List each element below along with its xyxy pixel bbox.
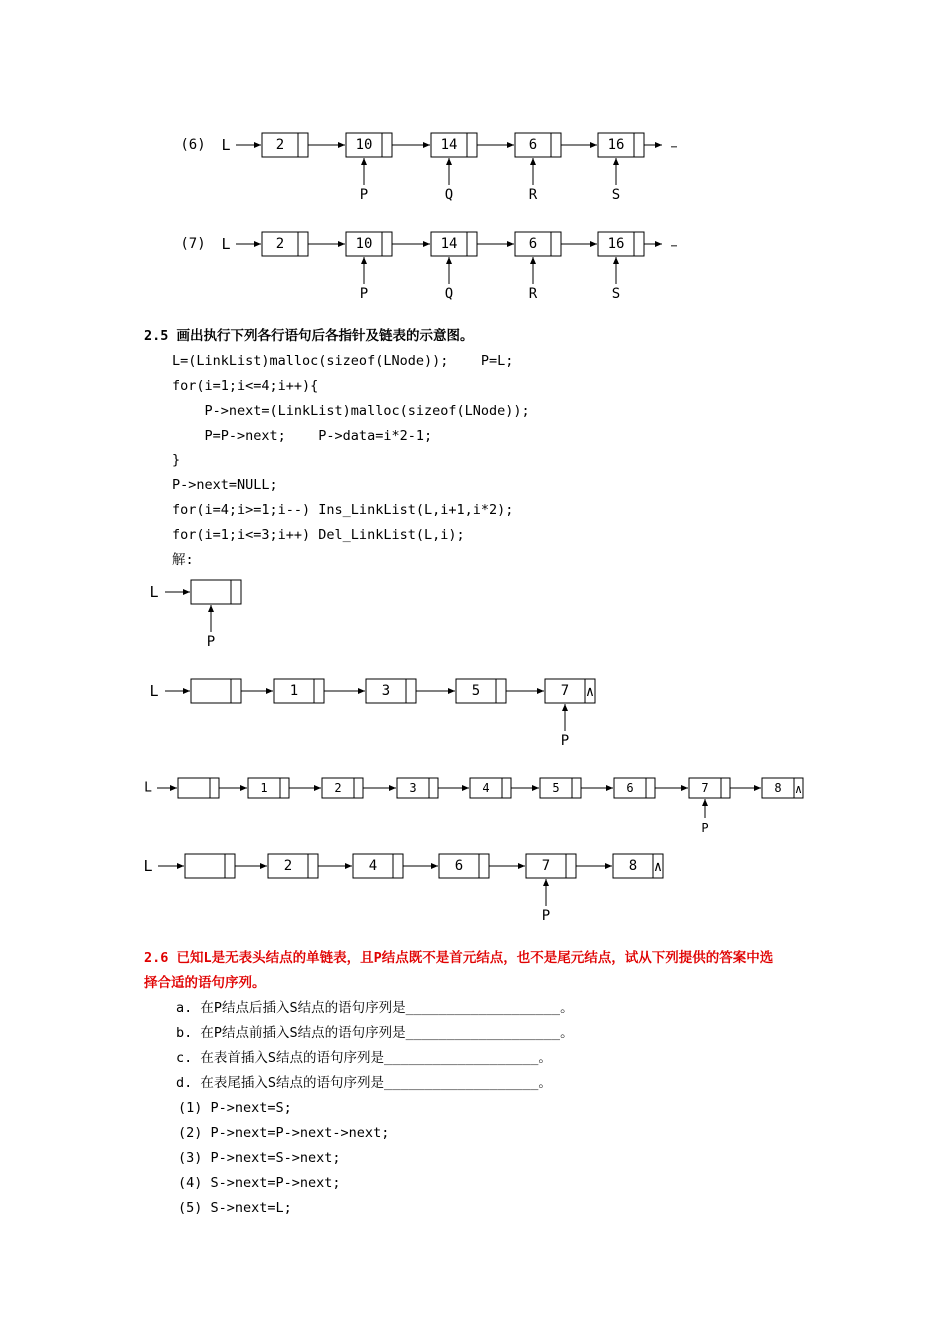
answer-5: (5) S->next=L; <box>178 1200 292 1216</box>
list-node <box>540 778 581 798</box>
node-value: 4 <box>368 858 378 874</box>
node-value: 6 <box>528 236 538 252</box>
node-value: 2 <box>283 858 293 874</box>
answer-2: (2) P->next=P->next->next; <box>178 1125 390 1141</box>
node-value: 6 <box>528 137 538 153</box>
pointer-label: S <box>611 187 621 203</box>
node-value: 7 <box>541 858 551 874</box>
node-value: 14 <box>440 236 458 252</box>
code-line-7: for(i=4;i>=1;i--) Ins_LinkList(L,i+1,i*2); <box>172 502 514 518</box>
pointer-label: P <box>541 908 551 924</box>
pointer-label: S <box>611 286 621 302</box>
node-value: 8 <box>628 858 638 874</box>
list-node <box>248 778 289 798</box>
question-b: b. 在P结点前插入S结点的语句序列是___________________。 <box>176 1025 574 1041</box>
code-line-6: P->next=NULL; <box>172 477 278 493</box>
head-pointer-label: L <box>149 583 159 601</box>
list-node <box>353 854 403 878</box>
pointer-label: P <box>560 733 570 749</box>
solution-label: 解: <box>172 552 194 568</box>
list-node <box>262 133 308 157</box>
node-value: 1 <box>260 781 268 795</box>
code-line-1: L=(LinkList)malloc(sizeof(LNode)); P=L; <box>172 353 514 369</box>
list-node <box>470 778 511 798</box>
section-2-6-title-line2: 择合适的语句序列。 <box>144 975 266 991</box>
node-value: 1 <box>289 683 299 699</box>
head-pointer-label: L <box>149 682 159 700</box>
node-value: 10 <box>355 137 373 153</box>
pointer-label: Q <box>444 286 454 302</box>
node-value: 10 <box>355 236 373 252</box>
list-node <box>274 679 324 703</box>
null-mark: ∧ <box>794 782 803 796</box>
answer-4: (4) S->next=P->next; <box>178 1175 341 1191</box>
pointer-label: P <box>206 634 216 650</box>
node-value: 4 <box>482 781 490 795</box>
list-node <box>397 778 438 798</box>
list-node <box>262 232 308 256</box>
node-value: 2 <box>275 137 285 153</box>
node-value: 16 <box>607 236 625 252</box>
list-node <box>439 854 489 878</box>
question-a: a. 在P结点后插入S结点的语句序列是___________________。 <box>176 1000 574 1016</box>
node-value: 8 <box>774 781 782 795</box>
code-line-8: for(i=1;i<=3;i++) Del_LinkList(L,i); <box>172 527 465 543</box>
list-node <box>515 232 561 256</box>
section-2-5-title: 2.5 画出执行下列各行语句后各指针及链表的示意图。 <box>144 328 474 344</box>
node-value: 7 <box>701 781 709 795</box>
list-node <box>178 778 219 798</box>
head-pointer-label: L <box>221 136 231 154</box>
pointer-label: R <box>528 187 538 203</box>
node-value: 2 <box>275 236 285 252</box>
pointer-label: P <box>359 187 369 203</box>
pointer-label: P <box>701 821 709 835</box>
question-d: d. 在表尾插入S结点的语句序列是___________________。 <box>176 1075 552 1091</box>
pointer-label: Q <box>444 187 454 203</box>
list-node <box>366 679 416 703</box>
head-pointer-label: L <box>144 780 152 796</box>
node-value: 3 <box>409 781 417 795</box>
null-mark: ∧ <box>653 859 663 875</box>
list-node <box>526 854 576 878</box>
continuation-ellipsis: … <box>670 238 678 250</box>
answer-3: (3) P->next=S->next; <box>178 1150 341 1166</box>
null-mark: ∧ <box>585 684 595 700</box>
continuation-ellipsis: … <box>670 139 678 151</box>
node-value: 5 <box>471 683 481 699</box>
code-line-2: for(i=1;i<=4;i++){ <box>172 378 319 394</box>
list-node <box>614 778 655 798</box>
pointer-label: P <box>359 286 369 302</box>
node-value: 6 <box>454 858 464 874</box>
node-value: 14 <box>440 137 458 153</box>
code-line-3: P->next=(LinkList)malloc(sizeof(LNode)); <box>172 403 530 419</box>
node-value: 16 <box>607 137 625 153</box>
list-node <box>322 778 363 798</box>
list-node <box>268 854 318 878</box>
question-c: c. 在表首插入S结点的语句序列是___________________。 <box>176 1050 552 1066</box>
node-value: 3 <box>381 683 391 699</box>
diagram-label: (7) <box>180 236 206 252</box>
code-line-4: P=P->next; P->data=i*2-1; <box>172 428 433 444</box>
list-node <box>191 679 241 703</box>
node-value: 5 <box>552 781 560 795</box>
node-value: 2 <box>334 781 342 795</box>
list-node <box>456 679 506 703</box>
head-pointer-label: L <box>221 235 231 253</box>
list-node <box>191 580 241 604</box>
list-node <box>689 778 730 798</box>
head-pointer-label: L <box>143 857 153 875</box>
list-node <box>515 133 561 157</box>
list-node <box>185 854 235 878</box>
code-line-5: } <box>172 452 181 468</box>
section-2-6-title-line1: 2.6 已知L是无表头结点的单链表，且P结点既不是首元结点，也不是尾元结点，试从下列提供的答案中选 <box>144 950 774 966</box>
node-value: 6 <box>626 781 634 795</box>
node-value: 7 <box>560 683 570 699</box>
answer-1: (1) P->next=S; <box>178 1100 292 1116</box>
diagram-label: (6) <box>180 137 206 153</box>
pointer-label: R <box>528 286 538 302</box>
